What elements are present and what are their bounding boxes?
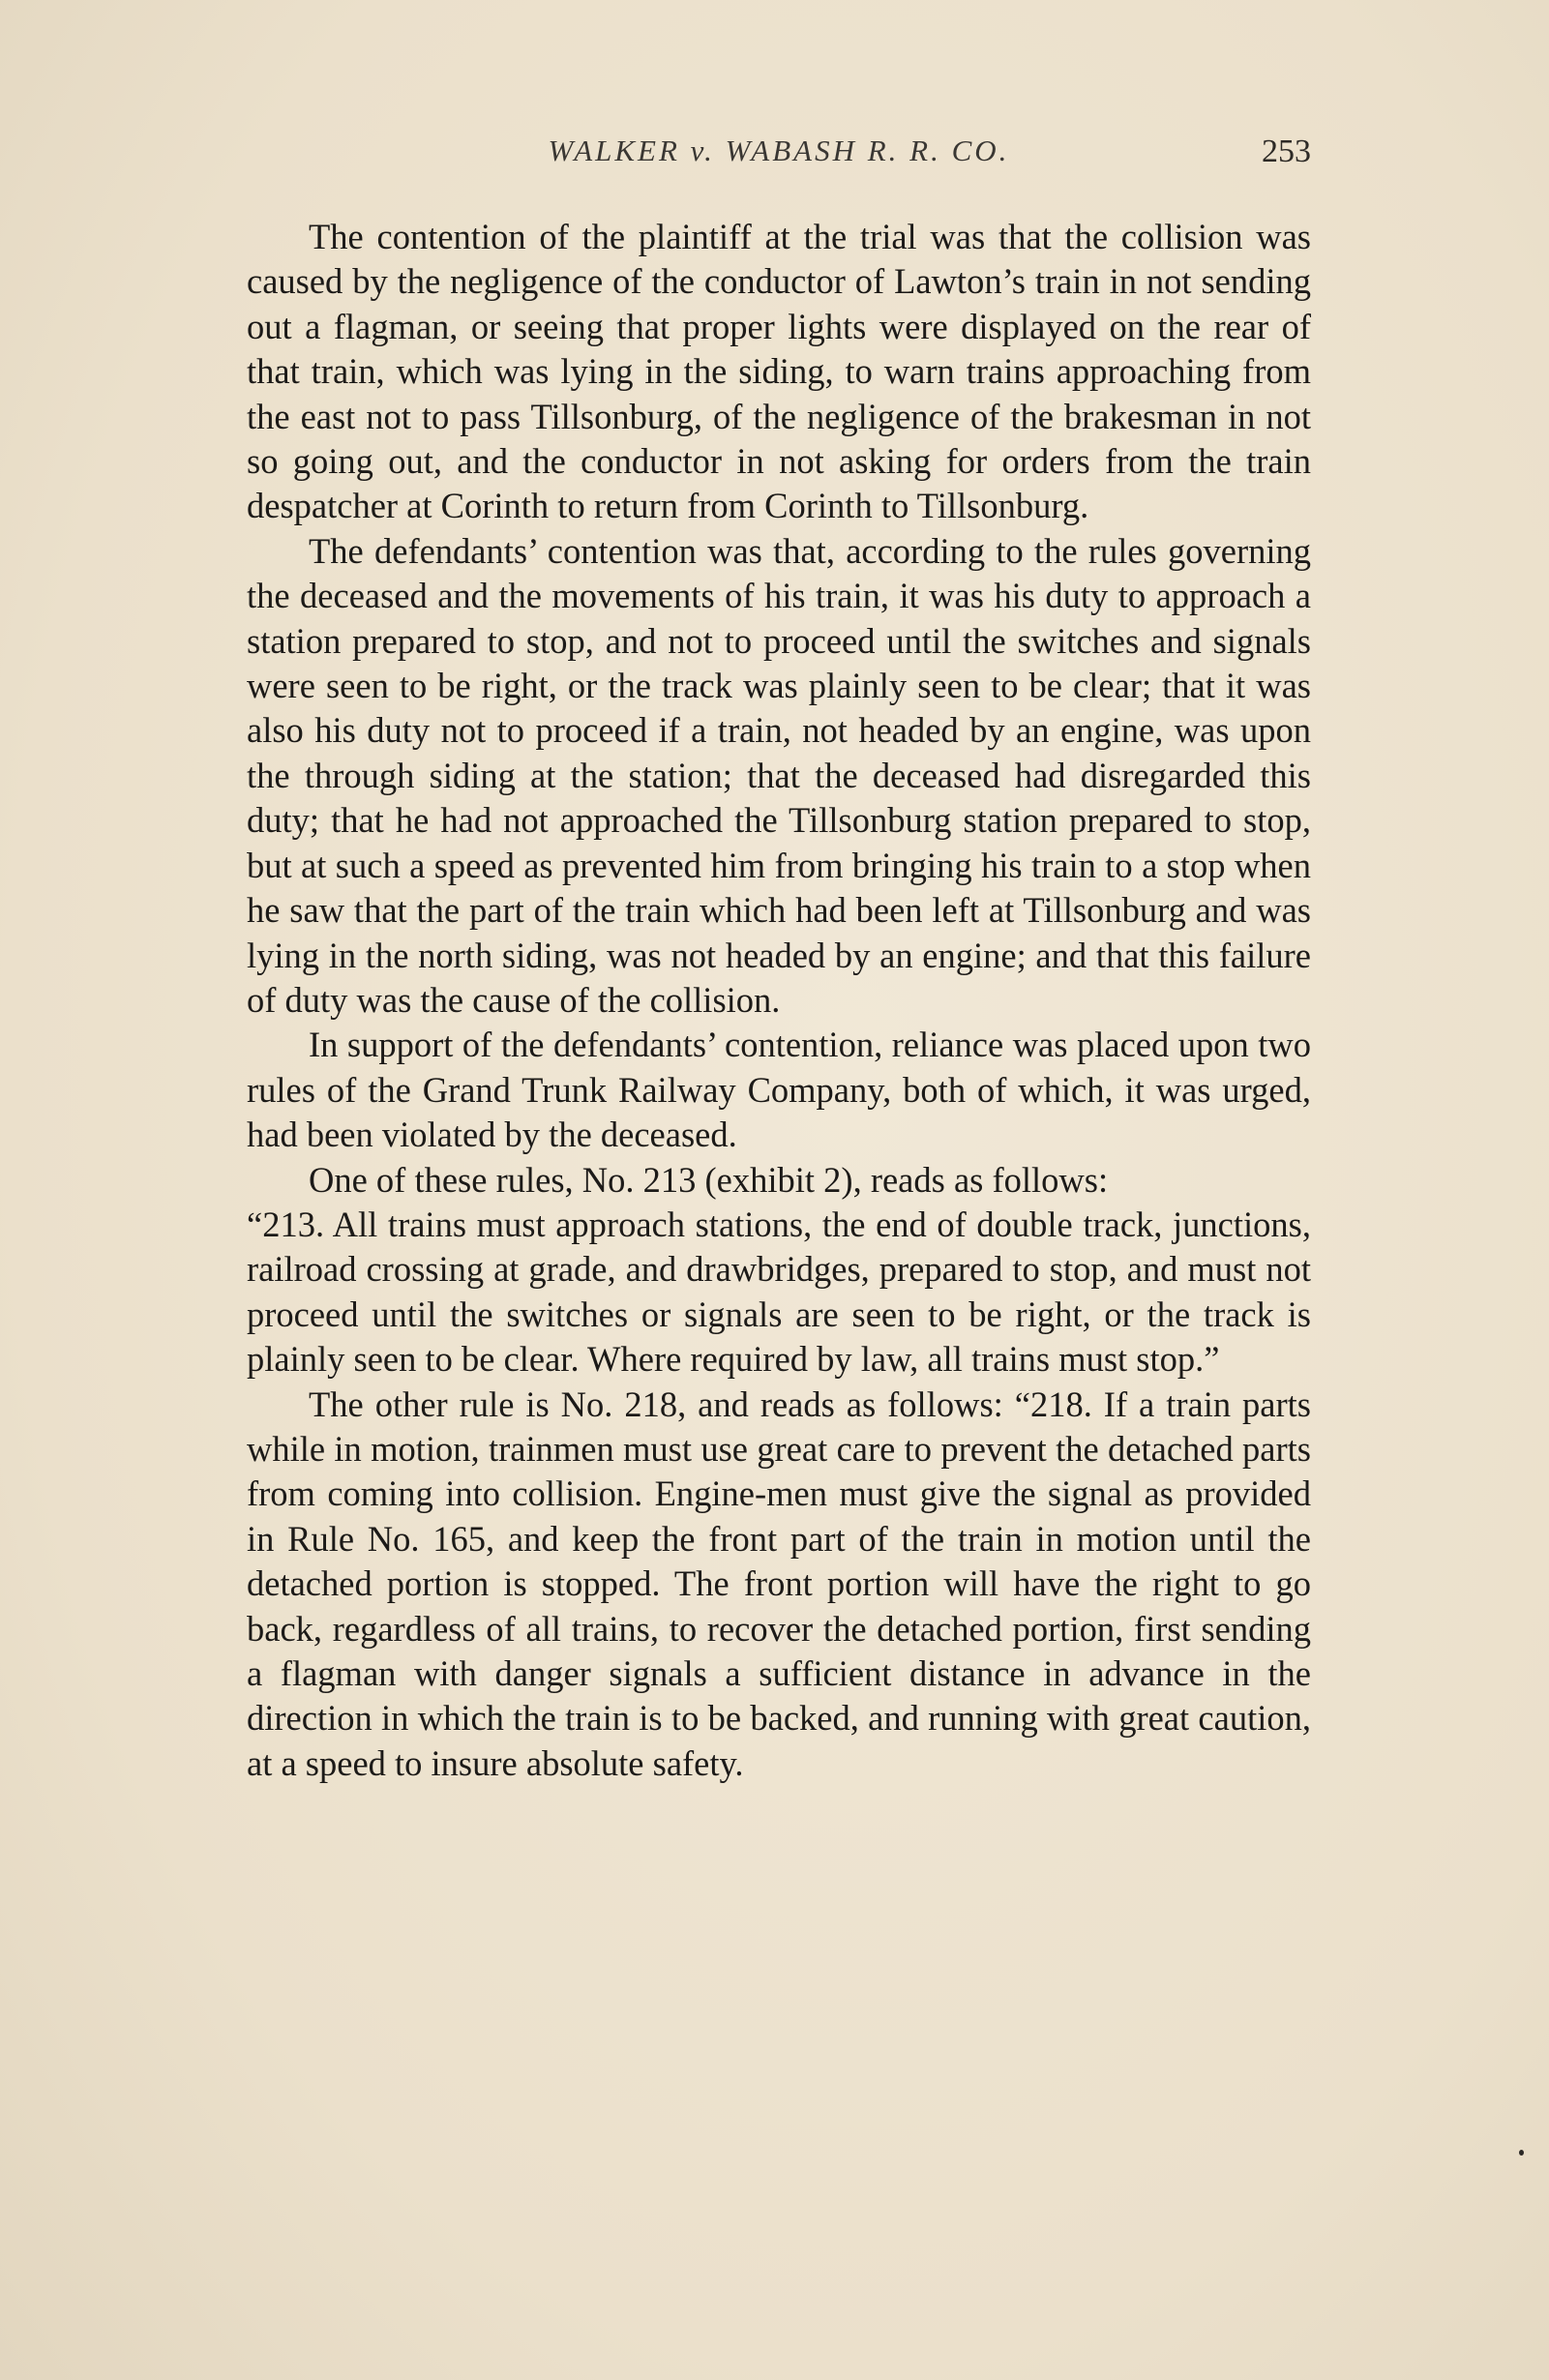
paragraph-rule-213-text: “213. All trains must approach stations, the end of double track, junctions, railroad crossing at grade, and drawbridges, prepared to stop, and must not proceed until the switches or signals are seen to be right, or the track is plainly seen to be clear. Where required by law, all trains must stop.” (247, 1204, 1311, 1380)
page-number: 253 (1262, 134, 1311, 169)
running-head (247, 134, 1311, 182)
paragraph-rule-218: The other rule is No. 218, and reads as follows: “218. If a train parts while in motion, trainmen must use great care to prevent the detached parts from coming into collision. Engine-men must give the signal as provided in Rule No. 165, and keep the front part of the train in motion until the detached portion is stopped. The front portion will have the right to go back, regardless of all trains, to recover the detached portion, first sending a flagman with danger signals a sufficient distance in advance in the direction in which the train is to be backed, and running with great caution, at a speed to insure absolute safety. (247, 1383, 1311, 1783)
body-text (247, 215, 1311, 1786)
margin-speck (1519, 2150, 1524, 2156)
paragraph-plaintiff-contention: The contention of the plaintiff at the trial was that the collision was caused by the negligence of the conductor of Lawton’s train in not sending out a flagman, or seeing that proper lights were displayed on the rear of that train, which was lying in the siding, to warn trains approaching from the east not to pass Tillsonburg, of the negligence of the brakesman in not so going out, and the conductor in not asking for orders from the train despatcher at Corinth to return from Corinth to Tillsonburg. (247, 217, 1311, 526)
paragraph-defendants-contention: The defendants’ contention was that, according to the rules governing the deceased and the movements of his train, it was his duty to approach a station prepared to stop, and not to proceed until the switches and signals were seen to be right, or the track was plainly seen to be clear; that it was also his duty not to proceed if a train, not headed by an engine, was upon the through siding at the station; that the deceased had disregarded this duty; that he had not approached the Tillsonburg station prepared to stop, but at such a speed as prevented him from bringing his train to a stop when he saw that the part of the train which had been left at Tillsonburg and was lying in the north siding, was not headed by an engine; and that this failure of duty was the cause of the collision. (247, 530, 1311, 1020)
paragraph-support-rules: In support of the defendants’ contention, reliance was placed upon two rules of the Grand Trunk Railway Company, both of which, it was urged, had been violated by the deceased. (247, 1025, 1311, 1155)
running-title: WALKER v. WABASH R. R. CO. (548, 134, 1010, 167)
paragraph-rule-213-intro: One of these rules, No. 213 (exhibit 2), reads as follows: (309, 1159, 1109, 1200)
